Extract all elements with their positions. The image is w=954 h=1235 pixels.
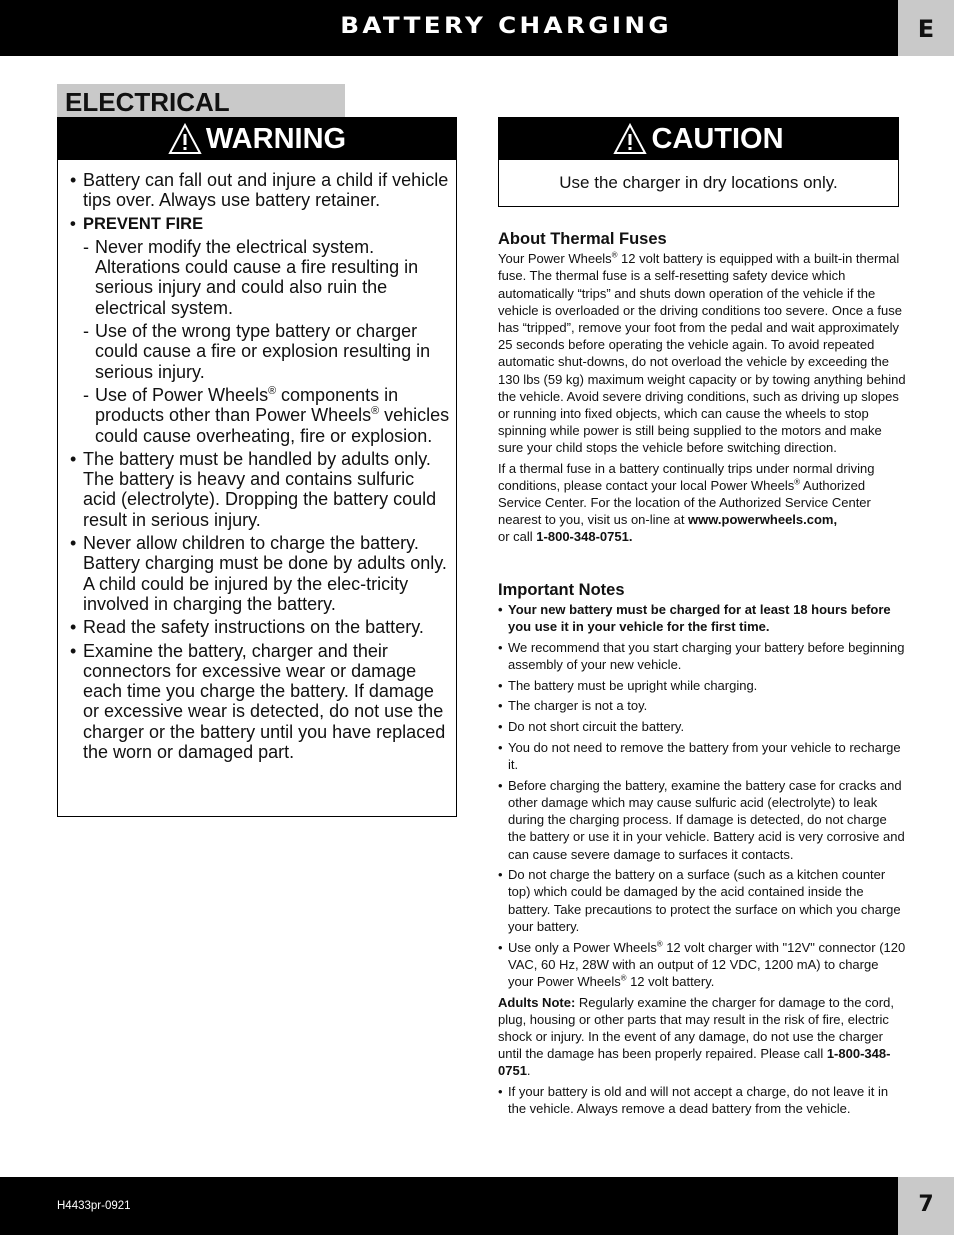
adults-note: Adults Note: Regularly examine the charger for damage to the cord, plug, housing or other parts that may result in the risk of fire, electric shock or injury. In the event of any damage, do not use the charger until the damage has been properly repaired. Please call 1-800-348-0751. xyxy=(498,994,894,1079)
warning-item: • Read the safety instructions on the battery. xyxy=(70,617,450,637)
header-bar xyxy=(0,0,898,56)
info-column xyxy=(498,231,906,1121)
warning-header xyxy=(58,118,456,160)
page-number: 7 xyxy=(898,1177,954,1235)
caution-title: CAUTION xyxy=(651,122,784,155)
warning-title: WARNING xyxy=(205,122,347,155)
note-item: • You do not need to remove the battery from your vehicle to recharge it. xyxy=(498,739,906,773)
warning-item: • Examine the battery, charger and their connectors for excessive wear or damage each time you charge the battery. If damage or excessive wear is detected, do not use the charger or the battery until you have replaced the worn or damaged part. xyxy=(70,641,450,763)
caution-triangle-icon xyxy=(613,123,647,155)
note-item: • Before charging the battery, examine the battery case for cracks and other damage which may cause sulfuric acid (electrolyte) to leak during the charging process. If damage is detected, do not charge the battery or use it in your vehicle. Battery acid is very corrosive and can cause severe damage to surfaces it contacts. xyxy=(498,777,906,863)
warning-subitem: - Never modify the electrical system. Alterations could cause a fire resulting in serious injury and could also ruin the electrical system. xyxy=(83,236,419,318)
warning-body xyxy=(58,160,456,762)
warning-item: • Never allow children to charge the battery. Battery charging must be done by adults only. A child could be injured by the elec-tricity involved in charging the battery. xyxy=(70,533,450,614)
note-item: • Do not short circuit the battery. xyxy=(498,718,906,735)
thermal-paragraph: Your Power Wheels® 12 volt battery is equipped with a built-in thermal fuse. The thermal fuse is a self-resetting safety device which automatically “trips” and shuts down operation of the vehicle if the vehicle is overloaded or the driving conditions too severe. Once a fuse has “tripped”, remove your foot from the pedal and wait approximately 25 seconds before operating the vehicle again. To avoid repeated automatic shut-downs, do not overload the vehicle by exceeding the 130 lbs (59 kg) maximum weight capacity or by towing anything behind the vehicle. Avoid severe driving conditions, such as driving up slopes or running into fixed objects, which can cause the wheels to stop spinning while power is still being supplied to the motors and make sure your child stops the vehicle before switching direction. xyxy=(498,250,906,456)
note-item: • The battery must be upright while charging. xyxy=(498,677,906,694)
thermal-fuses-heading: About Thermal Fuses xyxy=(498,230,667,248)
warning-item: • The battery must be handled by adults only. The battery is heavy and contains sulfuric acid (electrolyte). Dropping the battery could result in serious injury. xyxy=(70,449,450,530)
important-notes-heading: Important Notes xyxy=(498,580,625,599)
section-tab: E xyxy=(898,0,954,56)
warning-item: • Battery can fall out and injure a child if vehicle tips over. Always use battery retainer. xyxy=(70,170,450,211)
warning-triangle-icon xyxy=(168,123,202,155)
prevent-fire-heading: • PREVENT FIRE xyxy=(70,214,450,234)
phone-number: 1-800-348-0751. xyxy=(536,529,633,545)
note-item: • Your new battery must be charged for at least 18 hours before you use it in your vehicle for the first time. xyxy=(498,601,906,635)
footer-bar xyxy=(0,1177,898,1235)
note-item: • If your battery is old and will not accept a charge, do not leave it in the vehicle. Always remove a dead battery from the vehicle. xyxy=(498,1083,906,1117)
note-item: • Use only a Power Wheels® 12 volt charger with "12V" connector (120 VAC, 60 Hz, 28W with an output of 12 VDC, 1200 mA) to charge your Power Wheels® 12 volt battery. xyxy=(498,939,906,991)
warning-subitem: - Use of the wrong type battery or charger could cause a fire or explosion resulting in serious injury. xyxy=(83,321,431,382)
note-item: • Do not charge the battery on a surface (such as a kitchen counter top) which could be damaged by the acid contained inside the battery. Take precautions to protect the surface on which you charge your battery. xyxy=(498,866,906,935)
warning-subitem: - Use of Power Wheels® components in products other than Power Wheels® vehicles could cause overheating, fire or explosion. xyxy=(83,384,450,446)
note-item: • The charger is not a toy. xyxy=(498,697,906,714)
document-code: H4433pr-0921 xyxy=(57,1200,131,1212)
caution-header xyxy=(499,118,898,160)
website-link[interactable]: www.powerwheels.com, xyxy=(688,512,838,528)
caution-text: Use the charger in dry locations only. xyxy=(559,173,838,192)
warning-box xyxy=(57,117,457,817)
note-item: • We recommend that you start charging your battery before beginning assembly of your new vehicle. xyxy=(498,639,906,673)
thermal-paragraph: If a thermal fuse in a battery continually trips under normal driving conditions, please contact your local Power Wheels® Authorized Service Center. For the location of the Authorized Service Center nearest to you, visit us on-line at www.powerwheels.com, or call 1-800-348-0751. xyxy=(498,460,875,545)
page-title: BATTERY CHARGING xyxy=(340,14,672,39)
electrical-hazard-label: ELECTRICAL xyxy=(57,84,345,118)
caution-box xyxy=(498,117,899,207)
